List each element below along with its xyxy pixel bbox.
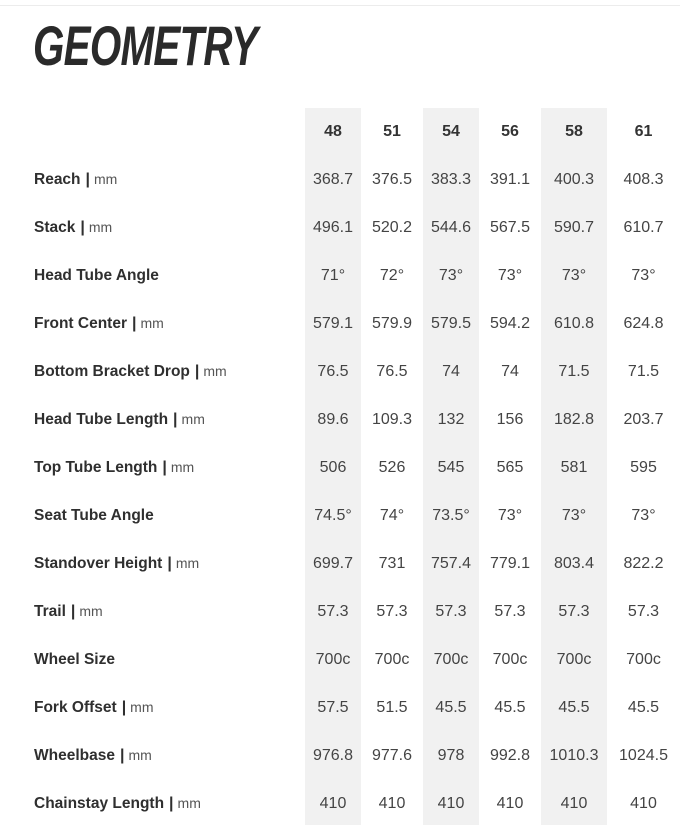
size-header: 48 (324, 123, 342, 140)
value-cell: 57.3 (558, 603, 590, 620)
measurement-unit: mm (177, 795, 201, 811)
value-cell: 594.2 (489, 315, 531, 332)
value-cell: 71.5 (627, 363, 660, 380)
row-label (0, 684, 305, 732)
value-cell: 73° (631, 267, 656, 284)
measurement-name: Seat Tube Angle (34, 507, 154, 524)
row-label (0, 732, 305, 780)
unit-separator: | (132, 315, 137, 332)
value-cell: 74 (442, 363, 460, 380)
table-row (0, 540, 680, 588)
value-cell: 73° (497, 507, 523, 524)
measurement-name: Bottom Bracket Drop (34, 363, 190, 380)
unit-separator: | (194, 363, 200, 380)
value-cell: 156 (496, 411, 524, 428)
measurement-name: Wheel Size (34, 651, 115, 668)
measurement-unit: mm (170, 459, 195, 475)
size-header: 56 (501, 123, 519, 140)
table-row (0, 348, 680, 396)
value-cell: 73° (561, 267, 587, 284)
row-label (0, 492, 305, 540)
value-cell: 567.5 (489, 219, 531, 236)
page-title: GEOMETRY (33, 14, 258, 77)
row-label (0, 156, 305, 204)
measurement-unit: mm (128, 747, 152, 763)
measurement-name: Trail (34, 603, 66, 620)
value-cell: 700c (626, 651, 661, 668)
row-label (0, 252, 305, 300)
value-cell: 109.3 (371, 411, 413, 428)
value-cell: 1024.5 (619, 747, 668, 764)
table-row (0, 156, 680, 204)
value-cell: 496.1 (312, 219, 354, 236)
value-cell: 76.5 (376, 363, 408, 380)
value-cell: 383.3 (430, 171, 472, 188)
value-cell: 45.5 (435, 699, 467, 716)
geometry-table (0, 108, 680, 828)
value-cell: 132 (437, 411, 465, 428)
size-header: 58 (565, 123, 583, 140)
value-cell: 74° (379, 507, 405, 524)
table-row (0, 636, 680, 684)
measurement-unit: mm (94, 171, 118, 187)
value-cell: 579.9 (371, 315, 413, 332)
value-cell: 992.8 (489, 747, 531, 764)
value-cell: 976.8 (312, 747, 354, 764)
value-cell: 45.5 (558, 699, 590, 716)
measurement-unit: mm (88, 219, 113, 235)
unit-separator: | (80, 219, 85, 236)
measurement-name: Reach (34, 171, 81, 188)
row-label (0, 300, 305, 348)
value-cell: 700c (315, 651, 351, 668)
unit-separator: | (121, 699, 127, 716)
value-cell: 73.5° (432, 507, 470, 524)
row-label (0, 780, 305, 828)
measurement-name: Head Tube Angle (34, 267, 159, 284)
value-cell: 520.2 (371, 219, 413, 236)
value-cell: 57.3 (317, 603, 349, 620)
value-cell: 699.7 (312, 555, 354, 572)
value-cell: 610.7 (623, 219, 664, 236)
value-cell: 610.8 (553, 315, 595, 332)
value-cell: 1010.3 (549, 747, 599, 764)
value-cell: 579.1 (312, 315, 354, 332)
value-cell: 700c (556, 651, 592, 668)
measurement-name: Head Tube Length (34, 411, 169, 428)
value-cell: 700c (492, 651, 528, 668)
value-cell: 822.2 (623, 555, 664, 572)
value-cell: 73° (631, 507, 656, 524)
value-cell: 545 (437, 459, 465, 476)
value-cell: 57.5 (317, 699, 349, 716)
unit-separator: | (173, 411, 178, 428)
value-cell: 368.7 (312, 171, 354, 188)
table-row (0, 252, 680, 300)
size-header: 61 (634, 123, 653, 140)
unit-separator: | (119, 747, 125, 764)
unit-separator: | (169, 795, 174, 812)
value-cell: 89.6 (317, 411, 349, 428)
value-cell: 71° (320, 267, 346, 284)
measurement-name: Chainstay Length (34, 795, 165, 812)
measurement-unit: mm (203, 363, 227, 379)
value-cell: 757.4 (430, 555, 472, 572)
value-cell: 700c (433, 651, 469, 668)
value-cell: 581 (560, 459, 588, 476)
value-cell: 410 (437, 795, 465, 812)
size-header: 51 (383, 123, 401, 140)
unit-separator: | (162, 459, 167, 476)
value-cell: 410 (319, 795, 347, 812)
value-cell: 579.5 (430, 315, 472, 332)
value-cell: 76.5 (317, 363, 349, 380)
measurement-unit: mm (140, 315, 164, 331)
value-cell: 506 (319, 459, 347, 476)
value-cell: 410 (630, 795, 657, 812)
value-cell: 57.3 (627, 603, 660, 620)
measurement-name: Standover Height (34, 555, 163, 572)
value-cell: 595 (630, 459, 657, 476)
measurement-unit: mm (130, 699, 154, 715)
header-label-cell (0, 108, 305, 156)
table-row (0, 204, 680, 252)
table-row (0, 396, 680, 444)
table-row (0, 588, 680, 636)
value-cell: 590.7 (553, 219, 595, 236)
value-cell: 779.1 (489, 555, 531, 572)
measurement-unit: mm (175, 555, 200, 571)
value-cell: 73° (497, 267, 523, 284)
unit-separator: | (85, 171, 91, 188)
measurement-name: Front Center (34, 315, 127, 332)
row-label (0, 204, 305, 252)
value-cell: 72° (379, 267, 405, 284)
value-cell: 57.3 (435, 603, 467, 620)
table-row (0, 780, 680, 828)
value-cell: 408.3 (623, 171, 664, 188)
row-label (0, 444, 305, 492)
value-cell: 410 (378, 795, 406, 812)
value-cell: 624.8 (623, 315, 664, 332)
value-cell: 57.3 (494, 603, 526, 620)
size-header-row (0, 108, 680, 156)
value-cell: 544.6 (430, 219, 472, 236)
table-row (0, 732, 680, 780)
unit-separator: | (167, 555, 172, 572)
value-cell: 400.3 (553, 171, 595, 188)
unit-separator: | (70, 603, 76, 620)
value-cell: 731 (378, 555, 406, 572)
top-divider (0, 5, 680, 6)
measurement-name: Fork Offset (34, 699, 117, 716)
value-cell: 203.7 (623, 411, 664, 428)
value-cell: 565 (496, 459, 524, 476)
value-cell: 410 (560, 795, 588, 812)
size-header: 54 (442, 123, 460, 140)
measurement-name: Top Tube Length (34, 459, 158, 476)
value-cell: 71.5 (558, 363, 590, 380)
row-label (0, 636, 305, 684)
value-cell: 45.5 (494, 699, 526, 716)
value-cell: 57.3 (376, 603, 408, 620)
value-cell: 74 (501, 363, 519, 380)
row-label (0, 396, 305, 444)
measurement-name: Wheelbase (34, 747, 115, 764)
value-cell: 977.6 (371, 747, 413, 764)
table-row (0, 300, 680, 348)
row-label (0, 540, 305, 588)
value-cell: 74.5° (314, 507, 352, 524)
value-cell: 376.5 (371, 171, 413, 188)
value-cell: 73° (438, 267, 464, 284)
value-cell: 700c (374, 651, 410, 668)
value-cell: 803.4 (553, 555, 595, 572)
value-cell: 45.5 (627, 699, 660, 716)
value-cell: 978 (437, 747, 465, 764)
table-row (0, 684, 680, 732)
value-cell: 526 (378, 459, 406, 476)
measurement-name: Stack (34, 219, 76, 236)
value-cell: 182.8 (553, 411, 595, 428)
value-cell: 51.5 (376, 699, 408, 716)
measurement-unit: mm (181, 411, 205, 427)
measurement-unit: mm (79, 603, 103, 619)
value-cell: 410 (496, 795, 524, 812)
row-label (0, 348, 305, 396)
row-label (0, 588, 305, 636)
value-cell: 73° (561, 507, 587, 524)
table-row (0, 444, 680, 492)
value-cell: 391.1 (489, 171, 531, 188)
table-row (0, 492, 680, 540)
